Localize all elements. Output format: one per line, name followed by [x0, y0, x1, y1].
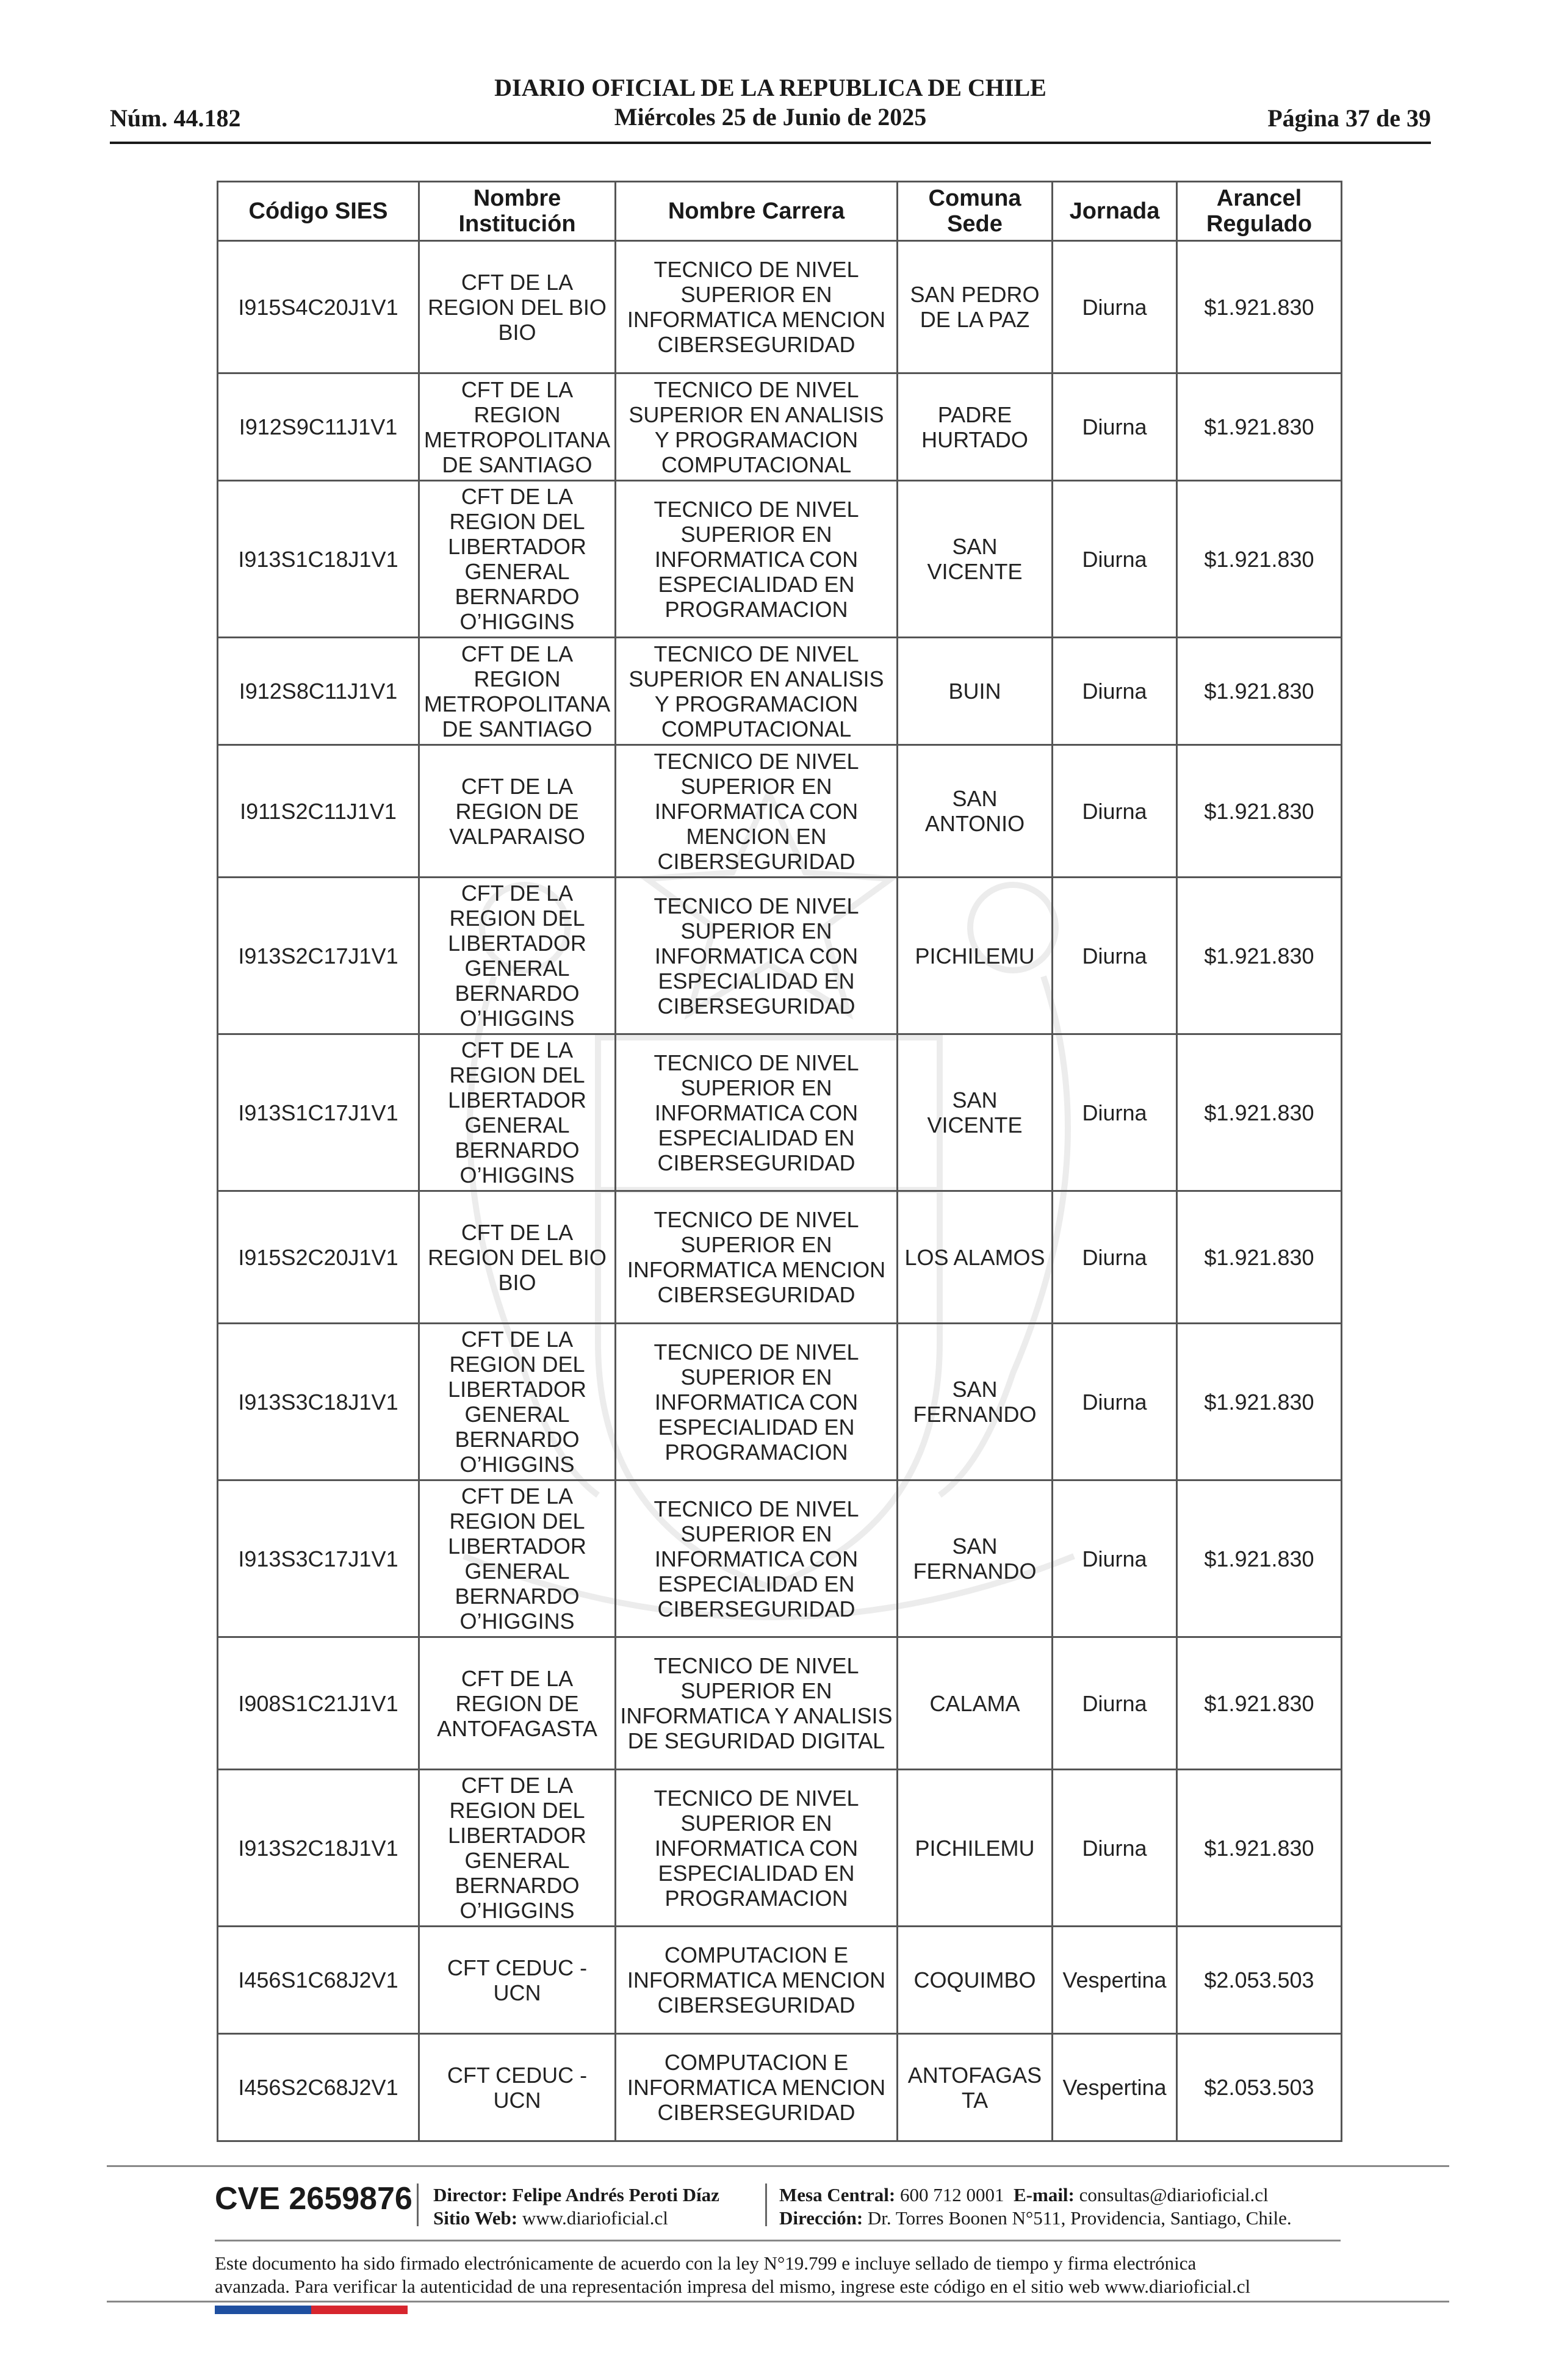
cell-arancel: $1.921.830 — [1177, 745, 1342, 878]
cell-arancel: $1.921.830 — [1177, 481, 1342, 638]
cell-jornada: Diurna — [1053, 373, 1177, 481]
cell-arancel: $1.921.830 — [1177, 1034, 1342, 1191]
legal-notice — [215, 2252, 1374, 2298]
header-center — [110, 73, 1431, 132]
cell-arancel: $1.921.830 — [1177, 373, 1342, 481]
footer-divider-bottom — [107, 2301, 1449, 2302]
cell-comuna: SAN VICENTE — [898, 1034, 1053, 1191]
cell-institucion: CFT DE LA REGION DE ANTOFAGASTA — [419, 1637, 616, 1770]
cell-comuna: COQUIMBO — [898, 1927, 1053, 2034]
cell-comuna: PICHILEMU — [898, 1770, 1053, 1927]
cell-carrera: TECNICO DE NIVEL SUPERIOR EN INFORMATICA MENCION CIBERSEGURIDAD — [616, 1191, 898, 1324]
table-header-row — [218, 182, 1342, 241]
cell-jornada: Diurna — [1053, 638, 1177, 745]
cell-carrera: COMPUTACION E INFORMATICA MENCION CIBERSEGURIDAD — [616, 1927, 898, 2034]
table-row — [218, 1770, 1342, 1927]
cell-codigo: I912S8C11J1V1 — [218, 638, 419, 745]
cell-arancel: $1.921.830 — [1177, 1770, 1342, 1927]
table-row — [218, 373, 1342, 481]
cell-jornada: Diurna — [1053, 1637, 1177, 1770]
director-name: Felipe Andrés Peroti Díaz — [512, 2184, 719, 2205]
legal-line-2: avanzada. Para verificar la autenticidad de una representación impresa del mismo, ingrese este código en el sitio web www.diarioficial.cl — [215, 2276, 1251, 2297]
cell-arancel: $1.921.830 — [1177, 878, 1342, 1034]
cell-carrera: COMPUTACION E INFORMATICA MENCION CIBERSEGURIDAD — [616, 2034, 898, 2141]
footer-separator — [765, 2183, 767, 2226]
table-row — [218, 481, 1342, 638]
cell-jornada: Diurna — [1053, 241, 1177, 373]
page-header — [110, 73, 1431, 144]
table-row — [218, 638, 1342, 745]
cell-carrera: TECNICO DE NIVEL SUPERIOR EN INFORMATICA MENCION CIBERSEGURIDAD — [616, 241, 898, 373]
flag-bar-blue — [215, 2306, 311, 2314]
cell-codigo: I911S2C11J1V1 — [218, 745, 419, 878]
cell-codigo: I908S1C21J1V1 — [218, 1637, 419, 1770]
site-label: Sitio Web: — [433, 2207, 518, 2229]
cell-jornada: Diurna — [1053, 1324, 1177, 1480]
careers-table — [217, 181, 1342, 2142]
table-row — [218, 1324, 1342, 1480]
cell-comuna: SAN FERNANDO — [898, 1480, 1053, 1637]
cell-arancel: $1.921.830 — [1177, 241, 1342, 373]
page-number: Página 37 de 39 — [1267, 104, 1431, 132]
flag-bar-red — [311, 2306, 408, 2314]
cell-institucion: CFT DE LA REGION DEL BIO BIO — [419, 1191, 616, 1324]
address-line — [779, 2207, 1292, 2230]
cell-jornada: Diurna — [1053, 878, 1177, 1034]
cell-codigo: I913S1C17J1V1 — [218, 1034, 419, 1191]
cell-codigo: I456S2C68J2V1 — [218, 2034, 419, 2141]
cell-institucion: CFT DE LA REGION DEL LIBERTADOR GENERAL BERNARDO O’HIGGINS — [419, 1034, 616, 1191]
cell-arancel: $1.921.830 — [1177, 1637, 1342, 1770]
director-label: Director: — [433, 2184, 508, 2205]
cell-institucion: CFT DE LA REGION METROPOLITANA DE SANTIAGO — [419, 638, 616, 745]
cell-carrera: TECNICO DE NIVEL SUPERIOR EN INFORMATICA Y ANALISIS DE SEGURIDAD DIGITAL — [616, 1637, 898, 1770]
table-row — [218, 241, 1342, 373]
table-row — [218, 2034, 1342, 2141]
cell-carrera: TECNICO DE NIVEL SUPERIOR EN INFORMATICA CON ESPECIALIDAD EN PROGRAMACION — [616, 1324, 898, 1480]
cell-jornada: Diurna — [1053, 745, 1177, 878]
cell-institucion: CFT DE LA REGION DEL LIBERTADOR GENERAL BERNARDO O’HIGGINS — [419, 1480, 616, 1637]
director-line — [433, 2183, 719, 2207]
cell-jornada: Diurna — [1053, 1191, 1177, 1324]
cell-codigo: I912S9C11J1V1 — [218, 373, 419, 481]
cell-comuna: BUIN — [898, 638, 1053, 745]
footer-separator — [417, 2183, 419, 2226]
table-row — [218, 1637, 1342, 1770]
cve-code: CVE 2659876 — [215, 2181, 412, 2216]
cell-institucion: CFT DE LA REGION DEL LIBERTADOR GENERAL BERNARDO O’HIGGINS — [419, 878, 616, 1034]
cell-carrera: TECNICO DE NIVEL SUPERIOR EN INFORMATICA CON MENCION EN CIBERSEGURIDAD — [616, 745, 898, 878]
cell-carrera: TECNICO DE NIVEL SUPERIOR EN INFORMATICA CON ESPECIALIDAD EN CIBERSEGURIDAD — [616, 1480, 898, 1637]
cell-institucion: CFT DE LA REGION DEL LIBERTADOR GENERAL BERNARDO O’HIGGINS — [419, 1324, 616, 1480]
cell-institucion: CFT CEDUC - UCN — [419, 2034, 616, 2141]
issue-number: Núm. 44.182 — [110, 104, 241, 132]
cell-comuna: PADRE HURTADO — [898, 373, 1053, 481]
mesa-phone: 600 712 0001 — [900, 2184, 1004, 2205]
cell-codigo: I915S2C20J1V1 — [218, 1191, 419, 1324]
site-line — [433, 2207, 719, 2230]
cell-codigo: I913S2C17J1V1 — [218, 878, 419, 1034]
cell-carrera: TECNICO DE NIVEL SUPERIOR EN ANALISIS Y PROGRAMACION COMPUTACIONAL — [616, 638, 898, 745]
cell-codigo: I913S1C18J1V1 — [218, 481, 419, 638]
cell-comuna: SAN PEDRO DE LA PAZ — [898, 241, 1053, 373]
cell-jornada: Vespertina — [1053, 2034, 1177, 2141]
col-header-institucion: Nombre Institución — [419, 182, 616, 241]
cell-carrera: TECNICO DE NIVEL SUPERIOR EN INFORMATICA CON ESPECIALIDAD EN PROGRAMACION — [616, 481, 898, 638]
cell-arancel: $1.921.830 — [1177, 1480, 1342, 1637]
col-header-arancel: Arancel Regulado — [1177, 182, 1342, 241]
cell-codigo: I915S4C20J1V1 — [218, 241, 419, 373]
site-url[interactable]: www.diarioficial.cl — [522, 2207, 668, 2229]
cell-carrera: TECNICO DE NIVEL SUPERIOR EN ANALISIS Y PROGRAMACION COMPUTACIONAL — [616, 373, 898, 481]
email-address[interactable]: consultas@diarioficial.cl — [1079, 2184, 1269, 2205]
cell-carrera: TECNICO DE NIVEL SUPERIOR EN INFORMATICA CON ESPECIALIDAD EN CIBERSEGURIDAD — [616, 878, 898, 1034]
col-header-jornada: Jornada — [1053, 182, 1177, 241]
table-row — [218, 878, 1342, 1034]
cell-comuna: SAN FERNANDO — [898, 1324, 1053, 1480]
address-value: Dr. Torres Boonen N°511, Providencia, Santiago, Chile. — [867, 2207, 1292, 2229]
cell-codigo: I913S3C18J1V1 — [218, 1324, 419, 1480]
cell-codigo: I456S1C68J2V1 — [218, 1927, 419, 2034]
cell-institucion: CFT DE LA REGION DEL LIBERTADOR GENERAL BERNARDO O’HIGGINS — [419, 481, 616, 638]
footer-divider-top — [107, 2165, 1449, 2167]
cell-codigo: I913S2C18J1V1 — [218, 1770, 419, 1927]
table-row — [218, 1927, 1342, 2034]
cell-institucion: CFT DE LA REGION METROPOLITANA DE SANTIAGO — [419, 373, 616, 481]
cell-jornada: Diurna — [1053, 1770, 1177, 1927]
table-row — [218, 745, 1342, 878]
director-block — [433, 2183, 719, 2230]
cell-comuna: SAN ANTONIO — [898, 745, 1053, 878]
cell-institucion: CFT CEDUC - UCN — [419, 1927, 616, 2034]
publication-title: DIARIO OFICIAL DE LA REPUBLICA DE CHILE — [494, 74, 1046, 101]
legal-line-1: Este documento ha sido firmado electrónicamente de acuerdo con la ley N°19.799 e incluye sellado de tiempo y firma electrónica — [215, 2252, 1197, 2274]
cell-institucion: CFT DE LA REGION DEL BIO BIO — [419, 241, 616, 373]
cell-codigo: I913S3C17J1V1 — [218, 1480, 419, 1637]
cell-comuna: CALAMA — [898, 1637, 1053, 1770]
col-header-codigo: Código SIES — [218, 182, 419, 241]
cell-arancel: $1.921.830 — [1177, 638, 1342, 745]
cell-comuna: PICHILEMU — [898, 878, 1053, 1034]
table-row — [218, 1034, 1342, 1191]
cell-arancel: $2.053.503 — [1177, 1927, 1342, 2034]
table-row — [218, 1480, 1342, 1637]
cell-jornada: Diurna — [1053, 1034, 1177, 1191]
contact-block — [779, 2183, 1292, 2230]
cell-arancel: $1.921.830 — [1177, 1324, 1342, 1480]
cell-comuna: SAN VICENTE — [898, 481, 1053, 638]
address-label: Dirección: — [779, 2207, 863, 2229]
email-label: E-mail: — [1014, 2184, 1075, 2205]
cell-carrera: TECNICO DE NIVEL SUPERIOR EN INFORMATICA CON ESPECIALIDAD EN PROGRAMACION — [616, 1770, 898, 1927]
table-row — [218, 1191, 1342, 1324]
cell-comuna: ANTOFAGASTA — [898, 2034, 1053, 2141]
cell-institucion: CFT DE LA REGION DE VALPARAISO — [419, 745, 616, 878]
cell-institucion: CFT DE LA REGION DEL LIBERTADOR GENERAL BERNARDO O’HIGGINS — [419, 1770, 616, 1927]
cell-jornada: Diurna — [1053, 481, 1177, 638]
mesa-label: Mesa Central: — [779, 2184, 896, 2205]
contact-line — [779, 2183, 1292, 2207]
cell-jornada: Vespertina — [1053, 1927, 1177, 2034]
footer-divider-mid — [215, 2240, 1341, 2241]
cell-comuna: LOS ALAMOS — [898, 1191, 1053, 1324]
col-header-carrera: Nombre Carrera — [616, 182, 898, 241]
cell-jornada: Diurna — [1053, 1480, 1177, 1637]
cell-carrera: TECNICO DE NIVEL SUPERIOR EN INFORMATICA CON ESPECIALIDAD EN CIBERSEGURIDAD — [616, 1034, 898, 1191]
cell-arancel: $2.053.503 — [1177, 2034, 1342, 2141]
cell-arancel: $1.921.830 — [1177, 1191, 1342, 1324]
publication-date: Miércoles 25 de Junio de 2025 — [614, 103, 927, 131]
col-header-comuna: Comuna Sede — [898, 182, 1053, 241]
